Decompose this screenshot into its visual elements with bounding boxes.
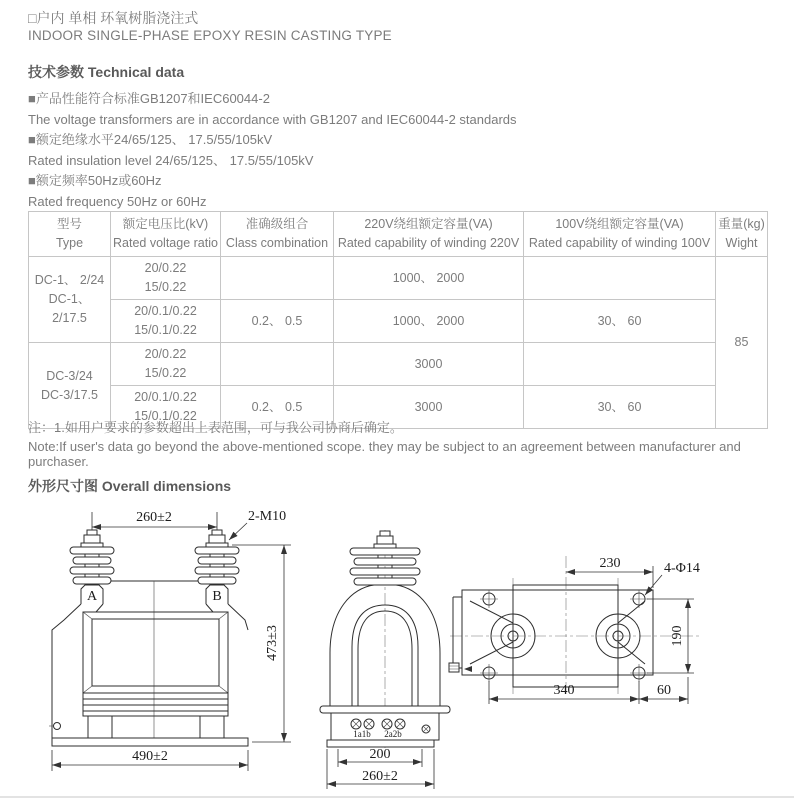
front-dim-height-label: 473±3 (265, 625, 280, 661)
cell-cap100: 30、 60 (524, 386, 716, 429)
cell-class: 0.2、 0.5 (221, 386, 334, 429)
header-class-cn: 准确级组合 (245, 217, 309, 231)
page-title-cn: □户内 单相 环氧树脂浇注式 (28, 10, 199, 26)
bullet-line-standard-en: The voltage transformers are in accordance with GB1207 and IEC60044-2 standards (28, 111, 517, 127)
ratio-line: 15/0.1/0.22 (134, 409, 197, 423)
page-bottom-divider (0, 796, 794, 798)
cell-ratio (111, 343, 221, 386)
front-terminal-b-label: B (212, 589, 222, 604)
bullet-line-frequency-en: Rated frequency 50Hz or 60Hz (28, 193, 207, 209)
technical-bullet-list (28, 89, 517, 213)
ratio-line: 20/0.22 (144, 347, 187, 361)
cell-cap220: 3000 (334, 386, 524, 429)
front-bolt-label: 2-M10 (248, 509, 287, 524)
cell-cap100 (524, 257, 716, 300)
top-holes-label: 4-Φ14 (664, 561, 700, 576)
table-note-en: Note:If user's data go beyond the above-mentioned scope. they may be subject to an agreement between manufacturer and purchaser. (28, 439, 741, 469)
side-terminal-label-2: 2a2b (384, 729, 402, 739)
table-row (29, 300, 768, 343)
cell-class (221, 343, 334, 386)
table-row (29, 343, 768, 386)
cell-type-dc3 (29, 343, 111, 429)
cell-cap220: 1000、 2000 (334, 257, 524, 300)
technical-data-table (28, 211, 768, 429)
front-dim-bottom-label: 490±2 (132, 749, 168, 764)
side-dim-inner-label: 200 (369, 747, 391, 762)
type-line: DC-1、 2/24 (34, 273, 105, 287)
side-terminal-label-1: 1a1b (353, 729, 371, 739)
front-view-drawing (49, 509, 291, 771)
table-row (29, 257, 768, 300)
bullet-line-frequency-cn: ■额定频率50Hz或60Hz (28, 173, 162, 189)
table-header-row (29, 212, 768, 257)
header-cap220 (334, 212, 524, 257)
top-dim-top-label: 230 (599, 556, 621, 571)
header-weight-cn: 重量(kg) (718, 217, 765, 231)
ratio-line: 15/0.22 (144, 280, 187, 294)
header-ratio-en: Rated voltage ratio (113, 236, 218, 250)
header-weight (716, 212, 768, 257)
top-view-drawing (449, 556, 700, 704)
ratio-line: 15/0.1/0.22 (134, 323, 197, 337)
header-weight-en: Wight (725, 236, 758, 250)
header-ratio (111, 212, 221, 257)
ratio-line: 20/0.1/0.22 (134, 390, 197, 404)
side-dim-width-label: 260±2 (362, 769, 398, 784)
header-cap100-cn: 100V绕组额定容量(VA) (555, 217, 684, 231)
cell-ratio (111, 257, 221, 300)
cell-cap100 (524, 343, 716, 386)
header-cap100 (524, 212, 716, 257)
top-dim-right-label: 190 (670, 625, 685, 647)
header-cap220-cn: 220V绕组额定容量(VA) (364, 217, 493, 231)
bullet-line-insulation-en: Rated insulation level 24/65/125、 17.5/55/105kV (28, 152, 314, 168)
cell-cap220: 3000 (334, 343, 524, 386)
front-dim-top-label: 260±2 (136, 510, 172, 525)
ratio-line: 20/0.22 (144, 261, 187, 275)
cell-cap220: 1000、 2000 (334, 300, 524, 343)
ratio-line: 20/0.1/0.22 (134, 304, 197, 318)
bullet-line-insulation-cn: ■额定绝缘水平24/65/125、 17.5/55/105kV (28, 132, 273, 148)
top-ground-arrow-icon (464, 666, 472, 672)
type-line: DC-3/24 (46, 368, 93, 383)
cell-cap100: 30、 60 (524, 300, 716, 343)
ratio-line: 15/0.22 (144, 366, 187, 380)
header-class-en: Class combination (225, 236, 329, 250)
overall-dimensions-drawing (0, 500, 794, 799)
cell-weight: 85 (716, 257, 768, 429)
cell-type-dc1 (29, 257, 111, 343)
header-cap220-en: Rated capability of winding 220V (337, 236, 520, 250)
page-title-en: INDOOR SINGLE-PHASE EPOXY RESIN CASTING TYPE (28, 28, 392, 43)
cell-class: 0.2、 0.5 (221, 300, 334, 343)
ground-terminal-icon (54, 723, 61, 730)
bullet-line-standard-cn: ■产品性能符合标准GB1207和IEC60044-2 (28, 91, 270, 106)
top-dim-bottom-right-label: 60 (657, 683, 671, 698)
header-ratio-cn: 额定电压比(kV) (122, 217, 209, 231)
header-class (221, 212, 334, 257)
type-line: DC-1、 2/17.5 (48, 292, 91, 325)
cell-ratio (111, 300, 221, 343)
overall-dimensions-heading: 外形尺寸图 Overall dimensions (28, 478, 232, 494)
table-note-cn: 注：1.如用户要求的参数超出上表范围，可与我公司协商后确定。 (28, 420, 403, 435)
header-type (29, 212, 111, 257)
header-type-en: Type (55, 236, 84, 250)
header-cap100-en: Rated capability of winding 100V (528, 236, 711, 250)
top-dim-bottom-left-label: 340 (553, 683, 575, 698)
header-type-cn: 型号 (56, 217, 82, 231)
cell-class (221, 257, 334, 300)
type-line: DC-3/17.5 (41, 387, 98, 402)
side-view-drawing (320, 530, 450, 789)
front-terminal-a-label: A (86, 589, 98, 604)
technical-data-heading: 技术参数 Technical data (28, 64, 185, 80)
